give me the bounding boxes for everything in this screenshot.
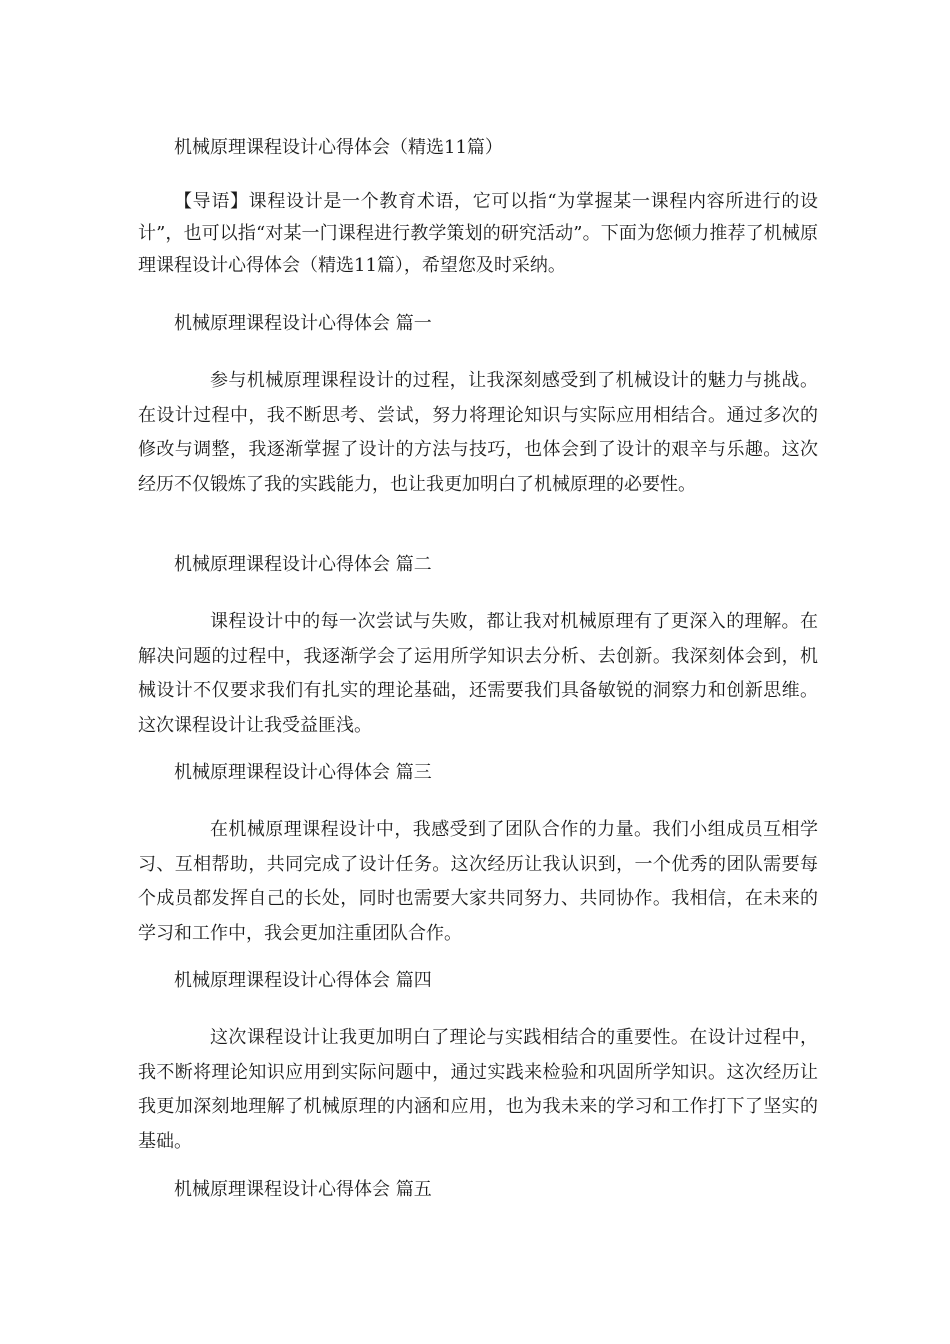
section-heading-5: 机械原理课程设计心得体会 篇五 [174,1179,432,1200]
section-heading-2: 机械原理课程设计心得体会 篇二 [174,554,432,575]
section-body-2: 课程设计中的每一次尝试与失败，都让我对机械原理有了更深入的理解。在解决问题的过程中，我逐渐学会了运用所学知识去分析、去创新。我深刻体会到，机械设计不仅要求我们有扎实的理论基础，还需要我们具备敏锐的洞察力和创新思维。这次课程设计让我受益匪浅。 [138,611,818,736]
section-body-1: 参与机械原理课程设计的过程，让我深刻感受到了机械设计的魅力与挑战。在设计过程中，我不断思考、尝试，努力将理论知识与实际应用相结合。通过多次的修改与调整，我逐渐掌握了设计的方法与技巧，也体会到了设计的艰辛与乐趣。这次经历不仅锻炼了我的实践能力，也让我更加明白了机械原理的必要性。 [138,370,818,495]
intro-paragraph: 【导语】课程设计是一个教育术语，它可以指“为掌握某一课程内容所进行的设计”，也可以指“对某一门课程进行教学策划的研究活动”。下面为您倾力推荐了机械原理课程设计心得体会（精选11篇），希望您及时采纳。 [138,191,818,276]
section-heading-4: 机械原理课程设计心得体会 篇四 [174,970,432,991]
section-heading-1: 机械原理课程设计心得体会 篇一 [174,313,432,334]
section-body-3: 在机械原理课程设计中，我感受到了团队合作的力量。我们小组成员互相学习、互相帮助，共同完成了设计任务。这次经历让我认识到，一个优秀的团队需要每个成员都发挥自己的长处，同时也需要大家共同努力、共同协作。我相信，在未来的学习和工作中，我会更加注重团队合作。 [138,819,818,944]
section-heading-3: 机械原理课程设计心得体会 篇三 [174,762,432,783]
section-body-4: 这次课程设计让我更加明白了理论与实践相结合的重要性。在设计过程中，我不断将理论知识应用到实际问题中，通过实践来检验和巩固所学知识。这次经历让我更加深刻地理解了机械原理的内涵和应用，也为我未来的学习和工作打下了坚实的基础。 [138,1027,818,1152]
document-title: 机械原理课程设计心得体会（精选11篇） [174,137,503,158]
